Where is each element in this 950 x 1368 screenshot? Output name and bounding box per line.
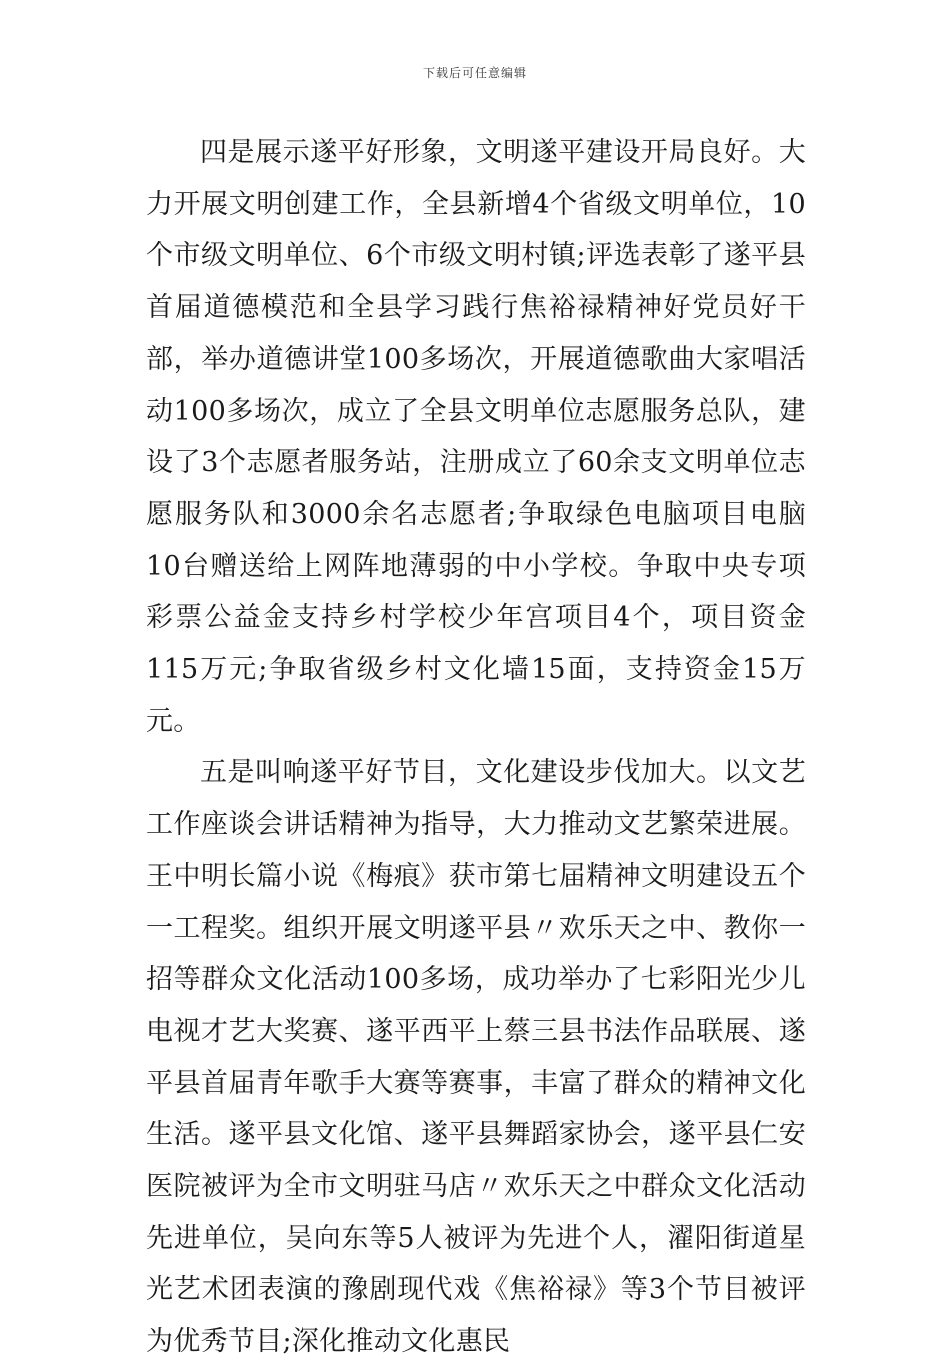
paragraph-4-culture-image: 四是展示遂平好形象，文明遂平建设开局良好。大力开展文明创建工作，全县新增4个省级文明单位，10个市级文明单位、6个市级文明村镇;评选表彰了遂平县首届道德模范和全县学习践行焦裕禄精神好党员好干部，举办道德讲堂100多场次，开展道德歌曲大家唱活动100多场次，成立了全县文明单位志愿服务总队，建设了3个志愿者服务站，注册成立了60余支文明单位志愿服务队和3000余名志愿者;争取绿色电脑项目电脑10台赠送给上网阵地薄弱的中小学校。争取中央专项彩票公益金支持乡村学校少年宫项目4个，项目资金115万元;争取省级乡村文化墙15面，支持资金15万元。 [146, 137, 806, 737]
page-header: 下载后可任意编辑 [422, 66, 527, 80]
document-body [146, 127, 806, 1368]
paragraph-5-culture-programs: 五是叫响遂平好节目，文化建设步伐加大。以文艺工作座谈会讲话精神为指导，大力推动文艺繁荣进展。王中明长篇小说《梅痕》获市第七届精神文明建设五个一工程奖。组织开展文明遂平县〃欢乐天之中、教你一招等群众文化活动100多场，成功举办了七彩阳光少儿电视才艺大奖赛、遂平西平上蔡三县书法作品联展、遂平县首届青年歌手大赛等赛事，丰富了群众的精神文化生活。遂平县文化馆、遂平县舞蹈家协会，遂平县仁安医院被评为全市文明驻马店〃欢乐天之中群众文化活动先进单位，吴向东等5人被评为先进个人，濯阳街道星光艺术团表演的豫剧现代戏《焦裕禄》等3个节目被评为优秀节目;深化推动文化惠民 [146, 757, 806, 1358]
